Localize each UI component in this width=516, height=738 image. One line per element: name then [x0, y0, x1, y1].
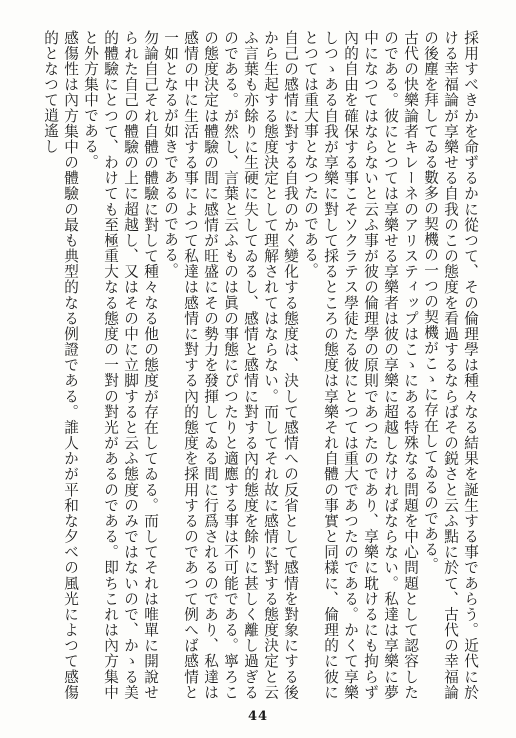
- paragraph: 自己の感情に對する自我のかく變化する態度は、決して感情への反省として感情を對象にする後から生起する態度決定として理解されてはならない。而してそれ故に感情に對する態度決定と云ふ言葉も亦餘りに生硬に失してゐるし、感情と感情に對する內的態度を餘りに甚しく離し過ぎるのである。が然し、言葉と云ふものは眞の事態にぴつたりと適應する事は不可能である。寧ろこの態度決定は體驗の間に感情が旺盛にその勢力を發揮してゐる間に行爲されるのであり、私達は感情の中に生活する事によつて私達は感情に對する內的態度を採用するのであつて例へば感情と一如となるが如きであるのである。: [162, 30, 299, 700]
- paragraph: 感傷性は內方集中の體驗の最も典型的なる例證である。誰人かが平和な夕べの風光によつて感傷的となつて逍遙し: [42, 30, 79, 700]
- paragraph: 古代の快樂論者キレーネのアリスティップはこゝにある特殊なる問題を中心問題として認容したのである。彼にとつては享樂せる享樂者は彼の享樂に超越しなければならない。私達は享樂に夢中になつてはならないと云ふ事が彼の倫理學の原則であつたのであり、享樂に耽けるにも拘らず內的自由を確保する事こそソクラテス學徒たる彼にとつては重大であつたのである。かくて享樂しつゝある自我が享樂に對して採るところの態度は享樂それ自體の事實と同樣に、倫理的に彼にとつては重大事となつたのである。: [302, 30, 419, 700]
- body-text: [30, 30, 480, 700]
- paragraph: 勿論自己それ自體の體驗に對して種々なる他の態度が存在してゐる。而してそれは唯單に開說せられた自己の體驗の上に超越し、又はその中に立脚すると云ふ態度のみではないので、かゝる美的體驗にとつて、わけても至極重大なる態度の一對の對光があるのである。即ちこれは內方集中と外方集中である。: [82, 30, 159, 700]
- paragraph: 採用すべきかを命ずるかに從つて、その倫理學は種々なる結果を誕生する事であらう。近代に於ける幸福論が享樂せる自我のこの態度を看過するならばその鋭さと云ふ點に於て、古代の幸福論の後塵を拜してゐる數多の契機の一つの契機がこゝに存在してゐるのである。: [422, 30, 479, 700]
- page-number: 44: [247, 709, 269, 724]
